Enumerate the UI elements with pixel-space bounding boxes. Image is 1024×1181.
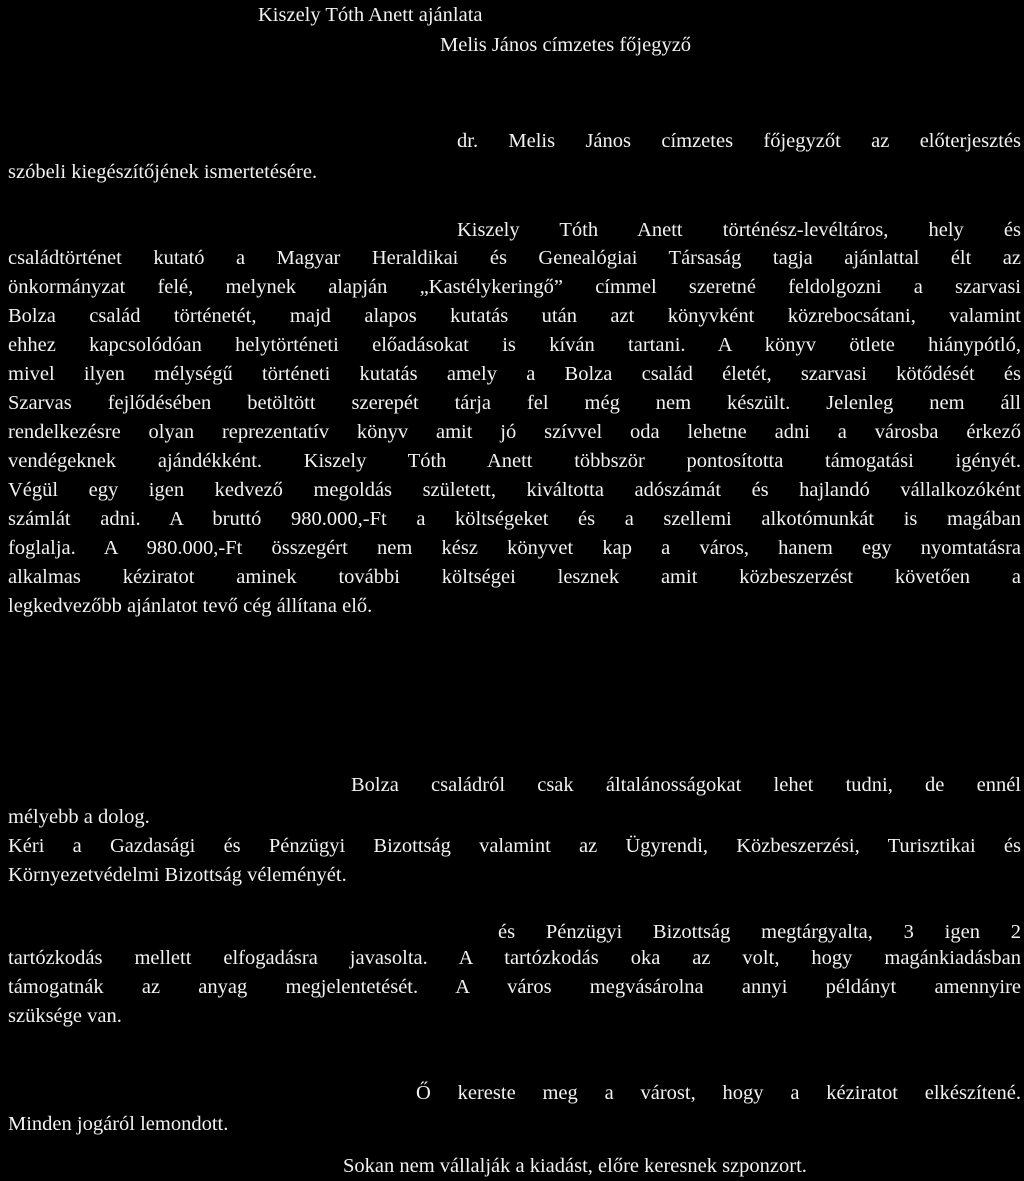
section3-line-2: Kéri a Gazdasági és Pénzügyi Bizottság valamint az Ügyrendi, Közbeszerzési, Turisztikai és [8,835,1021,857]
paragraph-line: önkormányzat felé, melynek alapján „Kastélykeringő” címmel szeretné feldolgozni a szarvasi [8,276,1021,298]
paragraph-line: Végül egy igen kedvező megoldás született, kiváltotta adószámát és hajlandó vállalkozóként [8,479,1021,501]
paragraph-line: családtörténet kutató a Magyar Heraldikai és Genealógiai Társaság tagja ajánlattal élt az [8,247,1021,269]
paragraph-line: ehhez kapcsolódóan helytörténeti előadásokat is kíván tartani. A könyv ötlete hiánypótló, [8,334,1021,356]
section5-right-text: Ő kereste meg a várost, hogy a kéziratot elkészítené. [416,1082,1021,1104]
section4-right-text: és Pénzügyi Bizottság megtárgyalta, 3 igen 2 [498,921,1021,943]
paragraph-line: vendégeknek ajándékként. Kiszely Tóth Anett többször pontosította támogatási igényét. [8,450,1021,472]
section2-paragraph [8,244,1021,621]
paragraph-last-line: legkedvezőbb ajánlatot tevő cég állítana elő. [8,595,373,617]
section3-right-text: Bolza családról csak általánosságokat lehet tudni, de ennél [351,774,1021,796]
section3-line-3: Környezetvédelmi Bizottság véleményét. [8,864,347,886]
paragraph-line: Szarvas fejlődésében betöltött szerepét tárja fel még nem készült. Jelenleg nem áll [8,392,1021,414]
section3-left-text: mélyebb a dolog. [8,806,150,828]
paragraph-line: számlát adni. A bruttó 980.000,-Ft a költségeket és a szellemi alkotómunkát is magában [8,508,1021,530]
section4-paragraph [8,944,1021,1031]
section1-right-text: dr. Melis János címzetes főjegyzőt az előterjesztés [457,130,1021,152]
section2-first-line: Kiszely Tóth Anett történész-levéltáros, hely és [457,219,1021,241]
section1-left-text: szóbeli kiegészítőjének ismertetésére. [8,161,318,183]
paragraph-line: támogatnák az anyag megjelentetését. A város megvásárolna annyi példányt amennyire [8,976,1021,998]
section5-left-text: Minden jogáról lemondott. [8,1113,229,1135]
paragraph-line: mivel ilyen mélységű történeti kutatás amely a Bolza család életét, szarvasi kötődését és [8,363,1021,385]
section6-text: Sokan nem vállalják a kiadást, előre keresnek szponzort. [343,1155,807,1177]
paragraph-line: Bolza család történetét, majd alapos kutatás után azt könyvként közrebocsátani, valamint [8,305,1021,327]
header-line-1: Kiszely Tóth Anett ajánlata [258,4,483,26]
paragraph-line: tartózkodás mellett elfogadásra javasolta. A tartózkodás oka az volt, hogy magánkiadásban [8,947,1021,969]
header-line-2: Melis János címzetes főjegyző [440,34,692,56]
paragraph-line: alkalmas kéziratot aminek további költségei lesznek amit közbeszerzést követően a [8,566,1021,588]
paragraph-last-line: szüksége van. [8,1005,122,1027]
paragraph-line: foglalja. A 980.000,-Ft összegért nem kész könyvet kap a város, hanem egy nyomtatásra [8,537,1021,559]
paragraph-line: rendelkezésre olyan reprezentatív könyv amit jó szívvel oda lehetne adni a városba érkező [8,421,1021,443]
